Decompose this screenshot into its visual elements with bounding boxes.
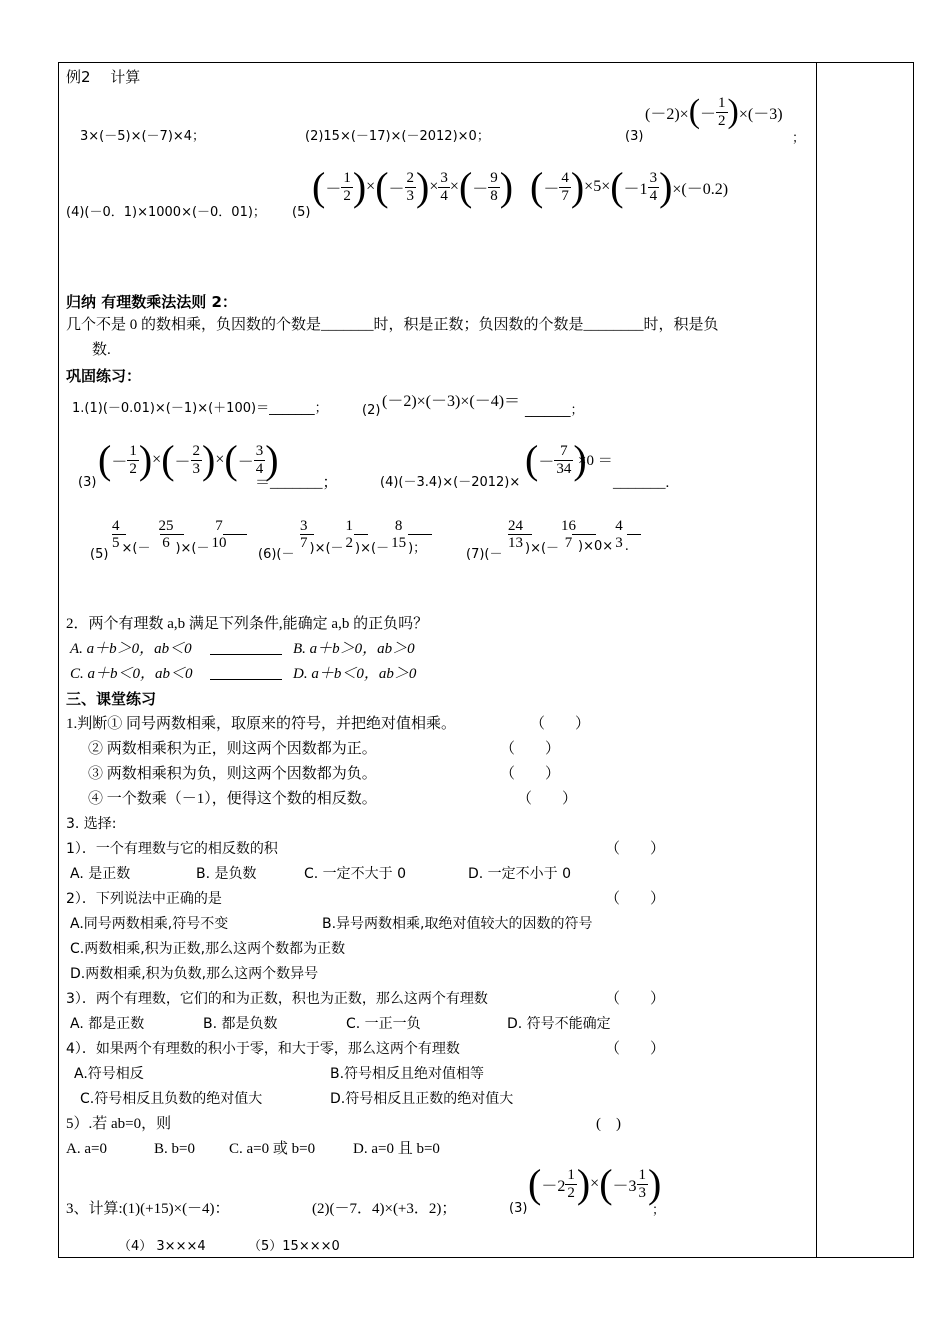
choose-3: 3）．两个有理数，它们的和为正数，积也为正数，那么这两个有理数 <box>66 991 488 1007</box>
choose-5-c: C. a=0 或 b=0 <box>229 1141 316 1157</box>
choose-3-paren[interactable]: （ ） <box>605 991 666 1007</box>
practice-q6-label: (6)(－ <box>258 547 295 562</box>
choose-4-a: A.符号相反 <box>74 1066 144 1082</box>
judge-3: ③ 两数相乘积为负，则这两个因数都为负。 <box>88 766 377 782</box>
rule-line2: 数. <box>92 342 111 358</box>
choose-4-d: D.符号相反且正数的绝对值大 <box>330 1091 514 1107</box>
q2-title: 2．两个有理数 a,b 满足下列条件,能确定 a,b 的正负吗？ <box>66 616 429 632</box>
q2-option-c: C. a＋b＜0，ab＜0 <box>70 666 193 682</box>
practice-q3-blank: ＝_______； <box>255 475 338 491</box>
calc-4: （4） 3×××4 <box>118 1239 206 1254</box>
practice-q7-label: (7)(－ <box>466 547 503 562</box>
frac-bar <box>223 534 247 535</box>
judge-4-paren[interactable]: （ ） <box>517 791 578 807</box>
table-frame <box>58 62 914 1258</box>
example2-title: 例2 计算 <box>66 68 141 86</box>
practice-heading: 巩固练习： <box>66 367 142 385</box>
choose-2-c: C.两数相乘,积为正数,那么这两个数都为正数 <box>70 941 346 957</box>
choose-5-a: A. a=0 <box>66 1141 107 1157</box>
choose-4-c: C.符号相反且负数的绝对值大 <box>80 1091 263 1107</box>
rule-line1: 几个不是 0 的数相乘，负因数的个数是_______时，积是正数；负因数的个数是________时，积是负 <box>66 317 719 333</box>
table-column-divider <box>816 62 817 1258</box>
practice-q4-blank: _______. <box>613 475 670 491</box>
choose-3-a: A. 都是正数 <box>70 1016 145 1032</box>
ex2-p5-label: (5) <box>292 205 311 220</box>
practice-q3-label: (3) <box>78 475 97 490</box>
ex2-p5-expression: ( － $\frac{1}{2}$ ) × ( － $\frac{2}{3}$ ) × $\frac{3}{4}$ × ( － $\frac{9}{8}$ ) <box>312 164 514 209</box>
ex2-p6-expression: ( － $\frac{4}{7}$ ) ×5× ( －1 $\frac{3}{4}$ ) ×(－0.2) <box>530 164 729 209</box>
q2-option-d: D. a＋b＜0，ab＞0 <box>293 666 417 682</box>
choose-5-d: D. a=0 且 b=0 <box>353 1141 440 1157</box>
ex2-p3-semicolon: ； <box>792 131 806 146</box>
practice-q4-label: (4)(－3.4)×(－2012)× <box>380 475 521 490</box>
calc-5: （5）15×××0 <box>248 1239 340 1254</box>
choose-4: 4）．如果两个有理数的积小于零，和大于零，那么这两个有理数 <box>66 1041 460 1057</box>
choose-4-b: B.符号相反且绝对值相等 <box>330 1066 485 1082</box>
q2-option-a: A. a＋b＞0，ab＜0 <box>70 641 192 657</box>
practice-q5-label: (5) <box>90 547 109 562</box>
choose-heading: 3. 选择: <box>66 816 117 832</box>
judge-1: 1.判断① 同号两数相乘，取原来的符号，并把绝对值相乘。 <box>66 716 457 732</box>
practice-q2-blank: _______； <box>525 403 584 418</box>
frac-bar <box>627 534 641 535</box>
judge-3-paren[interactable]: （ ） <box>500 766 561 782</box>
choose-2-paren[interactable]: （ ） <box>605 891 666 907</box>
practice-q5-expression: 4 5 ×(－ 25 6 )×(－ 7 10 <box>112 517 227 556</box>
choose-1-c: C. 一定不大于 0 <box>304 866 407 882</box>
choose-1-d: D. 一定不小于 0 <box>468 866 572 882</box>
choose-1-paren[interactable]: （ ） <box>605 841 666 857</box>
calc-3-expression: ( －2 $\frac{1}{2}$ ) × ( －3 $\frac{1}{3}$ ) <box>528 1161 662 1206</box>
ex2-p3-expression: (－2)× ( － $\frac{1}{2}$ ) ×(－3) <box>645 93 783 130</box>
choose-1: 1）．一个有理数与它的相反数的积 <box>66 841 278 857</box>
choose-2-b: B.异号两数相乘,取绝对值较大的因数的符号 <box>322 916 593 932</box>
choose-1-b: B. 是负数 <box>196 866 257 882</box>
ex2-p2: (2)15×(－17)×(－2012)×0； <box>305 129 490 144</box>
judge-2-paren[interactable]: （ ） <box>500 741 561 757</box>
practice-q2-expression: (－2)×(－3)×(－4)＝ <box>382 393 521 410</box>
frac-bar <box>354 534 368 535</box>
calc-3-label: (3) <box>509 1201 528 1216</box>
calc-1: 3、计算:(1)(+15)×(－4)： <box>66 1201 230 1217</box>
frac-bar <box>508 534 532 535</box>
frac-bar <box>572 534 596 535</box>
rule-heading: 归纳 有理数乘法法则 2： <box>66 293 237 311</box>
practice-q7-expression: 24 13 )×(－ 16 7 )×0× 4 3 . <box>508 517 629 556</box>
q2-blank-c[interactable] <box>210 679 282 680</box>
choose-3-c: C. 一正一负 <box>346 1016 421 1032</box>
choose-1-a: A. 是正数 <box>70 866 131 882</box>
choose-2-a: A.同号两数相乘,符号不变 <box>70 916 229 932</box>
judge-4: ④ 一个数乘（－1），便得这个数的相反数。 <box>88 791 377 807</box>
ex2-p3-label: (3) <box>625 129 644 144</box>
q2-option-b: B. a＋b＞0，ab＞0 <box>293 641 415 657</box>
practice-q6-expression: 3 7 )×(－ 1 2 )×(－ 8 15 )； <box>300 517 427 556</box>
calc-2: (2)(－7．4)×(+3．2)； <box>312 1201 457 1217</box>
ex2-p1: 3×(－5)×(－7)×4； <box>80 129 206 144</box>
practice-q4-tail: ×0 ＝ <box>578 453 613 469</box>
practice-q3-expression: ( － $\frac{1}{2}$ ) × ( － $\frac{2}{3}$ ) × ( － $\frac{3}{4}$ ) <box>98 437 279 482</box>
choose-3-b: B. 都是负数 <box>203 1016 278 1032</box>
choose-5-paren[interactable]: ( ) <box>596 1116 621 1132</box>
frac-bar <box>408 534 432 535</box>
choose-2: 2）．下列说法中正确的是 <box>66 891 222 907</box>
judge-2: ② 两数相乘积为正，则这两个因数都为正。 <box>88 741 377 757</box>
practice-q4-expression: ( － $\frac{7}{34}$ ) <box>525 437 587 482</box>
frac-bar <box>300 534 314 535</box>
choose-4-paren[interactable]: （ ） <box>605 1041 666 1057</box>
choose-5: 5）.若 ab=0，则 <box>66 1116 172 1132</box>
calc-3-semicolon: ； <box>652 1203 666 1218</box>
choose-3-d: D. 符号不能确定 <box>507 1016 611 1032</box>
frac-bar <box>160 534 184 535</box>
judge-1-paren[interactable]: （ ） <box>530 716 591 732</box>
q2-blank-a[interactable] <box>210 654 282 655</box>
section3-heading: 三、课堂练习 <box>66 690 157 708</box>
choose-2-d: D.两数相乘,积为负数,那么这两个数异号 <box>70 966 319 982</box>
frac-bar <box>112 534 126 535</box>
practice-q2-label: (2) <box>362 403 381 418</box>
practice-q1: 1.(1)(－0.01)×(－1)×(＋100)＝_______； <box>72 401 328 416</box>
choose-5-b: B. b=0 <box>154 1141 195 1157</box>
ex2-p4: (4)(－0．1)×1000×(－0．01)； <box>66 205 266 220</box>
